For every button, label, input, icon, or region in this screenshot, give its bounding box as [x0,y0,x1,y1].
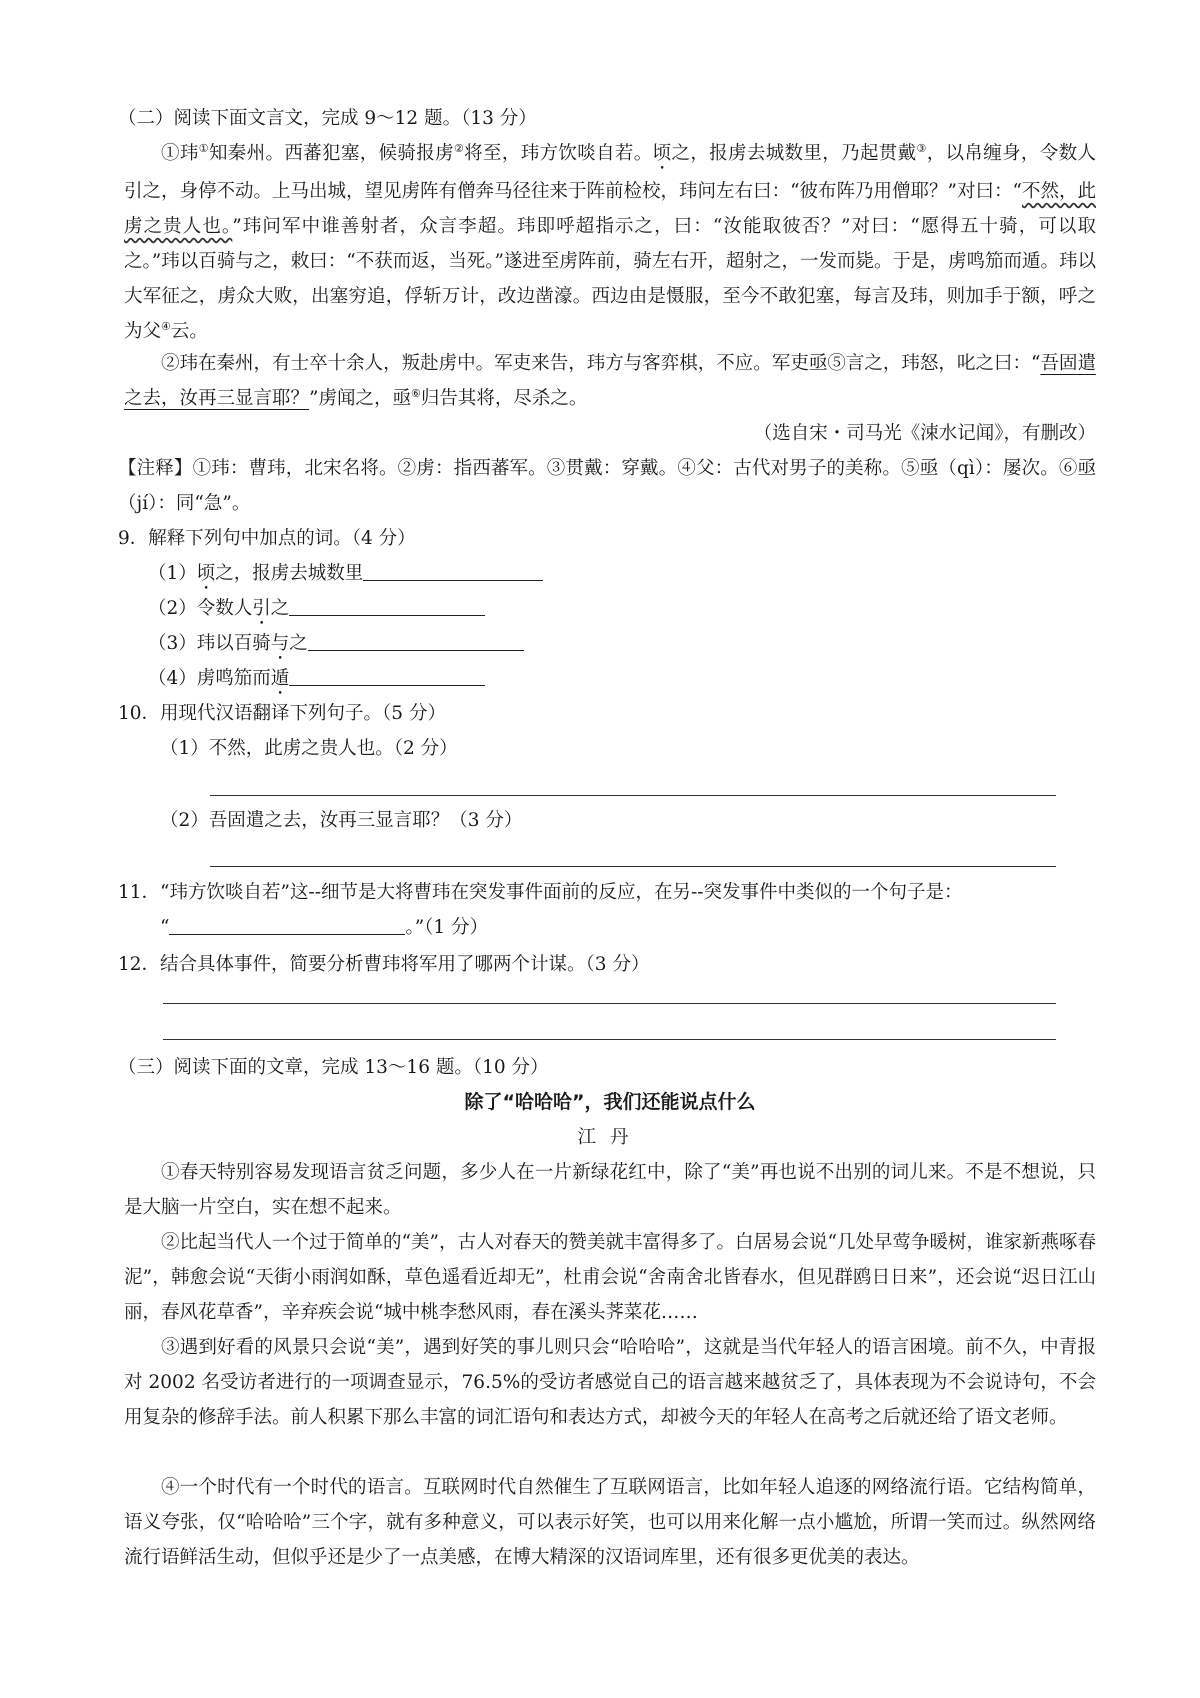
section3-heading: （三）阅读下面的文章，完成 13～16 题。（10 分） [118,1057,549,1078]
passage-paragraph-1: ①玮①知秦州。西蕃犯塞，候骑报虏②将至，玮方饮啖自若。顷之，报虏去城数里，乃起贯戴③，以帛缠身，令数人引之，身停不动。上马出城，望见虏阵有僧奔马径往来于阵前检校，玮问左右曰：“彼布阵乃用僧耶？”对曰：“不然，此虏之贵人也。”玮问军中谁善射者，众言李超。玮即呼超指示之，曰：“汝能取彼否？”对曰：“愿得五十骑，可以取之。”玮以百骑与之，敕曰：“不获而返，当死。”遂进至虏阵前，骑左右开，超射之，一发而毙。于是，虏鸣笳而遁。玮以大军征之，虏众大败，出塞穷追，俘斩万计，改边凿濠。西边由是慑服，至今不敢犯塞，每言及玮，则加手于额，呼之为父④云。 [124,141,1096,342]
article-paragraph-1: ①春天特别容易发现语言贫乏问题，多少人在一片新绿花红中，除了“美”再也说不出别的词儿来。不是不想说，只是大脑一片空白，实在想不起来。 [124,1162,1096,1218]
wavy-underlined-sentence: 不然，此虏之贵人也。 [124,181,1096,237]
underlined-sentence: 吾固遣之去，汝再三显言耶？ [124,353,1096,409]
question-10-sentence-1: （1）不然，此虏之贵人也。（2 分） [160,738,458,759]
answer-blank[interactable] [308,630,524,651]
question-12-stem: 12．结合具体事件，简要分析曹玮将军用了哪两个计谋。（3 分） [118,954,650,975]
answer-blank[interactable] [289,665,485,686]
question-9-item-2: （2）令数人引之 [148,591,485,626]
question-11-answer: “ 。”（1 分） [160,910,488,945]
question-11-stem: 11．“玮方饮啖自若”这--细节是大将曹玮在突发事件面前的反应，在另--突发事件中类似的一个句子是： [118,882,963,903]
article-paragraph-2: ②比起当代人一个过于简单的“美”，古人对春天的赞美就丰富得多了。白居易会说“几处早莺争暖树，谁家新燕啄春泥”，韩愈会说“天街小雨润如酥，草色遥看近却无”，杜甫会说“舍南舍北皆春水，但见群鸥日日来”，还会说“迟日江山丽，春风花草香”，辛弃疾会说“城中桃李愁风雨，春在溪头荠菜花…… [124,1232,1096,1323]
article-author: 江丹 [577,1127,643,1148]
question-10-sentence-2: （2）吾固遣之去，汝再三显言耶？（3 分） [160,810,523,831]
question-9-item-1: （1）顷之，报虏去城数里 [148,556,543,591]
answer-line[interactable] [210,795,1056,796]
answer-blank[interactable] [363,560,543,581]
answer-line[interactable] [163,1003,1056,1004]
answer-blank[interactable] [169,914,405,935]
question-10-stem: 10．用现代汉语翻译下列句子。（5 分） [118,703,446,724]
section2-heading: （二）阅读下面文言文，完成 9～12 题。（13 分） [118,108,537,129]
article-paragraph-4: ④一个时代有一个时代的语言。互联网时代自然催生了互联网语言，比如年轻人追逐的网络流行语。它结构简单，语义夸张，仅“哈哈哈”三个字，就有多种意义，可以表示好笑，也可以用来化解一点小尴尬，所谓一笑而过。纵然网络流行语鲜活生动，但似乎还是少了一点美感，在博大精深的汉语词库里，还有很多更优美的表达。 [124,1477,1096,1568]
passage-source: （选自宋・司马光《涑水记闻》，有删改） [753,423,1096,444]
article-title: 除了“哈哈哈”，我们还能说点什么 [464,1091,756,1113]
article-paragraph-3: ③遇到好看的风景只会说“美”，遇到好笑的事儿则只会“哈哈哈”，这就是当代年轻人的语言困境。前不久，中青报对 2002 名受访者进行的一项调查显示，76.5%的受访者感觉自己的语言越来越贫乏了，具体表现为不会说诗句，不会用复杂的修辞手法。前人积累下那么丰富的词汇语句和表达方式，却被今天的年轻人在高考之后就还给了语文老师。 [124,1337,1096,1428]
question-9-item-4: （4）虏鸣笳而遁 [148,661,485,696]
answer-line[interactable] [210,866,1056,867]
answer-line[interactable] [163,1039,1056,1040]
answer-blank[interactable] [289,595,485,616]
question-9-stem: 9．解释下列句中加点的词。（4 分） [118,528,416,549]
question-9-item-3: （3）玮以百骑与之 [148,626,524,661]
passage-paragraph-2: ②玮在秦州，有士卒十余人，叛赴虏中。军吏来告，玮方与客弈棋，不应。军吏亟⑤言之，玮怒，叱之曰：“吾固遣之去，汝再三显言耶？”虏闻之，亟⑥归告其将，尽杀之。 [124,353,1096,409]
annotation-notes: 【注释】①玮：曹玮，北宋名将。②虏：指西蕃军。③贯戴：穿戴。④父：古代对男子的美称。⑤亟（qì）：屡次。⑥亟（jí）：同“急”。 [118,458,1096,514]
